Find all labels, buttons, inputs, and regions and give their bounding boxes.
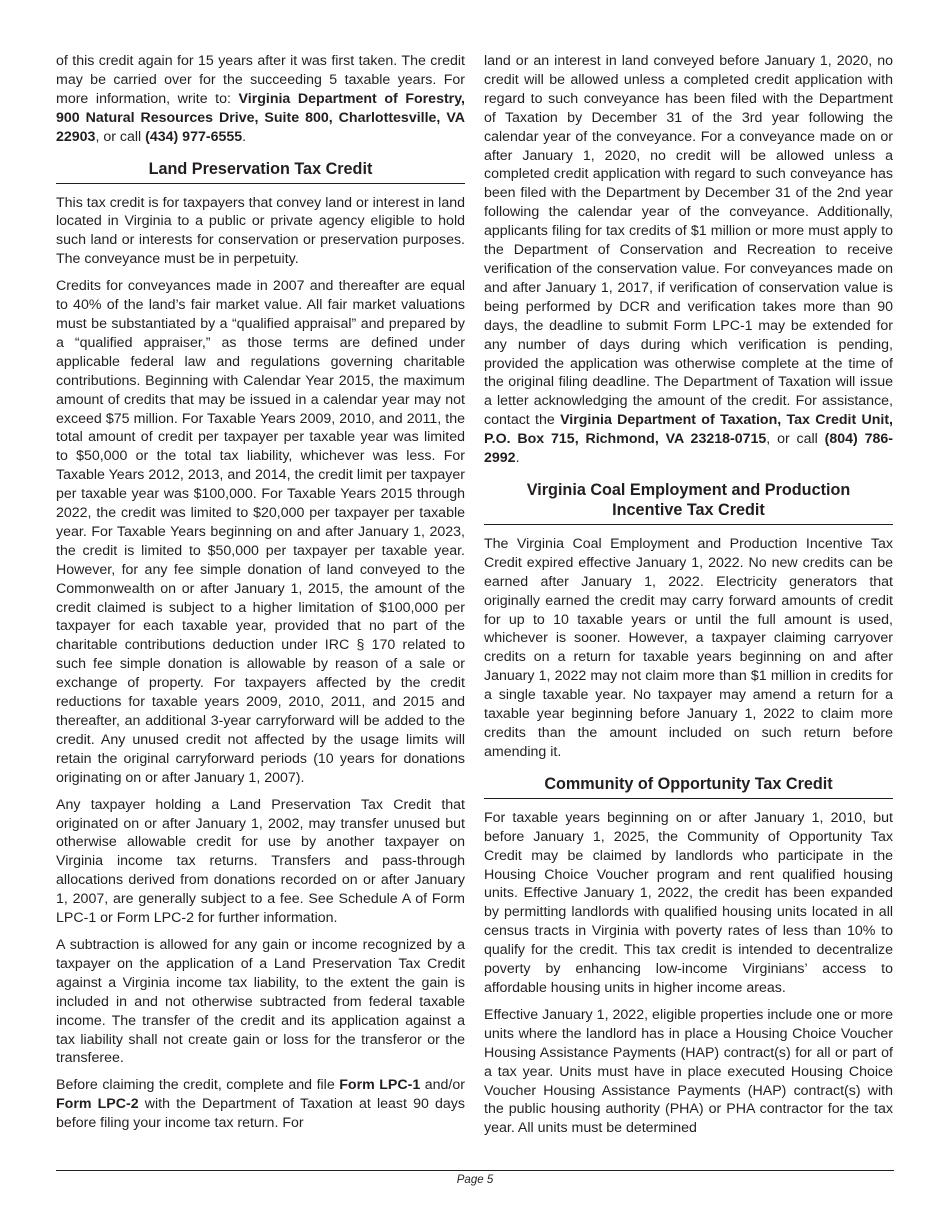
- continuation-paragraph: [484, 52, 893, 468]
- intro-text-2: , or call: [95, 128, 146, 145]
- taxation-phone: (804) 786-2992: [484, 431, 893, 467]
- forestry-phone: (434) 977-6555: [145, 128, 243, 145]
- continuation-text-3: .: [515, 450, 520, 467]
- left-column: [56, 52, 465, 1133]
- community-opportunity-heading: Community of Opportunity Tax Credit: [484, 770, 893, 799]
- continuation-text: land or an interest in land conveyed before January 1, 2020, no credit will be allowed unless a completed credit application with regard to such conveyance has been filed with the Department of Taxation by December 31 of the 3rd year following the calendar year of the conveyance. For a conveyance made on or after January 1, 2020, no credit will be allowed unless a completed credit application with regard to such conveyance has been filed with the Department by December 31 of the 2nd year following the calendar year of the conveyance. Additionally, applicants filing for tax credits of $1 million or more must apply to the Department of Conservation and Recreation to receive verification of the conservation value. For conveyances made on and after January 1, 2017, if verification of conservation value is being performed by DCR and verification takes more than 90 days, the deadline to submit Form LPC-1 may be extended for any number of days during which verification is pending, provided the application was otherwise complete at the time of the original filing deadline. The Department of Taxation will issue a letter acknowledging the amount of the credit. For assistance, contact the: [484, 53, 893, 429]
- land-p5-text-2: and/or: [420, 1077, 465, 1094]
- right-column: [484, 52, 893, 1138]
- community-paragraph-1: For taxable years beginning on or after January 1, 2010, but before January 1, 2025, the Community of Opportunity Tax Credit may be claimed by landlords who participate in the Housing Choice Voucher program and rent qualified housing units. Effective January 1, 2022, the credit has been expanded by permitting landlords with qualified housing units located in all census tracts in Virginia with poverty rates of less than 10% to qualify for the credit. This tax credit is intended to decentralize poverty by enhancing low-income Virginians’ access to affordable housing units in higher income areas.: [484, 809, 893, 996]
- intro-paragraph: [56, 52, 465, 147]
- intro-text-3: .: [242, 128, 247, 145]
- land-paragraph-5: [56, 1076, 465, 1133]
- form-lpc-1: Form LPC-1: [339, 1077, 421, 1094]
- form-lpc-2: Form LPC-2: [56, 1096, 139, 1113]
- coal-incentive-heading: [484, 476, 893, 525]
- community-paragraph-2: Effective January 1, 2022, eligible properties include one or more units where the landlord has in place a Housing Choice Voucher Housing Assistance Payments (HAP) contract(s) for all or part of a tax year. Units must have in place executed Housing Choice Voucher Housing Assistance Payments (HAP) contract(s) with the public housing authority (PHA) or PHA contractor for the tax year. All units must be determined: [484, 1006, 893, 1137]
- coal-paragraph-1: The Virginia Coal Employment and Production Incentive Tax Credit expired effective January 1, 2022. No new credits can be earned after January 1, 2022. Electricity generators that originally earned the credit may carry forward amounts of credit for up to 10 taxable years or until the full amount is used, whichever is sooner. However, a taxpayer claiming carryover credits on a return for taxable years beginning on and after January 1, 2022 may not claim more than $1 million in credits for a single taxable year. No taxpayer may amend a return for a taxable year beginning before January 1, 2022 to claim more credits than the amount included on such return before amending it.: [484, 535, 893, 760]
- page-number: Page 5: [456, 1174, 494, 1186]
- land-p5-text-3: with the Department of Taxation at least 90 days before filing your income tax return. For: [56, 1096, 465, 1132]
- forestry-address: Virginia Department of Forestry, 900 Natural Resources Drive, Suite 800, Charlottesville, VA 22903: [56, 90, 465, 145]
- land-p5-text: Before claiming the credit, complete and file: [56, 1077, 340, 1094]
- footer-divider: [56, 1170, 894, 1171]
- land-paragraph-4: A subtraction is allowed for any gain or income recognized by a taxpayer on the application of a Land Preservation Tax Credit against a Virginia income tax liability, to the extent the gain is included in and not otherwise subtracted from federal taxable income. The transfer of the credit and its application against a tax liability shall not create gain or loss for the transferor or the transferee.: [56, 936, 465, 1067]
- coal-heading-line-1: Virginia Coal Employment and Production: [526, 480, 851, 499]
- intro-text: of this credit again for 15 years after it was first taken. The credit may be carried over for the succeeding 5 taxable years. For more information, write to:: [56, 53, 465, 107]
- coal-heading-line-2: Incentive Tax Credit: [612, 500, 765, 519]
- land-paragraph-1: This tax credit is for taxpayers that convey land or interest in land located in Virginia to a public or private agency eligible to hold such land or interests for conservation or preservation purposes. The conveyance must be in perpetuity.: [56, 194, 465, 268]
- land-paragraph-2: Credits for conveyances made in 2007 and thereafter are equal to 40% of the land’s fair market value. All fair market valuations must be substantiated by a “qualified appraisal” and prepared by a “qualified appraiser,” as those terms are defined under applicable federal law and regulations governing charitable contributions. Beginning with Calendar Year 2015, the maximum amount of credits that may be issued in a calendar year may not exceed $75 million. For Taxable Years 2009, 2010, and 2011, the total amount of credit per taxpayer per taxable year was limited to $50,000 or the total tax liability, whichever was less. For Taxable Years 2012, 2013, and 2014, the credit limit per taxpayer per taxable year was $100,000. For Taxable Years 2015 through 2022, the credit was limited to $20,000 per taxpayer per taxable year. For Taxable Years beginning on and after January 1, 2023, the credit is limited to $50,000 per taxpayer per taxable year. However, for any fee simple donation of land conveyed to the Commonwealth on or after January 1, 2015, the amount of the credit claimed is subject to a higher limitation of $100,000 per taxpayer for each taxable year, provided that no part of the charitable contributions deduction under IRC § 170 related to such fee simple donation is allowable by reason of a sale or exchange of property. For taxpayers affected by the credit reductions for taxable years 2009, 2010, 2011, and 2015 and thereafter, an additional 3-year carryforward will be added to the credit. Any unused credit not affected by the usage limits will retain the original carryforward periods (10 years for donations originating on or after January 1, 2007).: [56, 278, 465, 786]
- land-preservation-heading: Land Preservation Tax Credit: [56, 155, 465, 184]
- land-paragraph-3: Any taxpayer holding a Land Preservation Tax Credit that originated on or after January 1, 2002, may transfer unused but otherwise allowable credit for use by another taxpayer on Virginia income tax returns. Transfers and pass-through allocations derived from donations recorded on or after January 1, 2007, are generally subject to a fee. See Schedule A of Form LPC-1 or Form LPC-2 for further information.: [56, 796, 465, 927]
- taxation-address: Virginia Department of Taxation, Tax Credit Unit, P.O. Box 715, Richmond, VA 23218-0715: [484, 412, 894, 448]
- continuation-text-2: , or call: [766, 431, 825, 448]
